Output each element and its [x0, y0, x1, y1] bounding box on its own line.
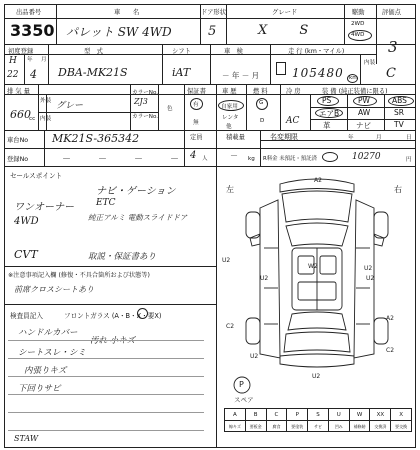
sales-point-4: 4WD	[14, 216, 39, 227]
notes-label: ※注意事項記入欄 (修復・不具合箇所および状態等)	[8, 272, 150, 279]
legend-code-x: X	[399, 412, 404, 418]
shift-sep	[210, 44, 211, 84]
sales-point-1: ナビ・ゲーション	[96, 186, 176, 197]
row2-bottom	[4, 84, 416, 85]
legend-code-b: B	[246, 409, 267, 420]
inspector-line-1: ハンドルカバー	[18, 328, 78, 338]
row3-bottom	[4, 130, 416, 131]
sales-point-5: 純正アルミ 電動スライドドア	[88, 213, 188, 222]
notes-text: 前席クロスシートあり	[14, 285, 94, 294]
lot-sep	[56, 4, 57, 44]
inspection-label: 車 検	[224, 48, 243, 55]
capacity-unit: 人	[202, 156, 208, 162]
fuel-g: G	[259, 100, 264, 106]
equip-aw: AW	[358, 108, 371, 117]
mileage-label: 走 行 (km・マイル)	[288, 48, 345, 55]
doors: 5	[208, 24, 217, 39]
car-name: パレット SW 4WD	[66, 25, 172, 39]
car-diagram	[220, 168, 414, 404]
mark-right-rear-a2: A2	[386, 315, 394, 322]
equip-sr: SR	[394, 108, 404, 117]
year: 22	[7, 70, 19, 80]
warranty-label: 保証書	[187, 88, 206, 95]
rule-2	[8, 358, 204, 359]
shift-value: iAT	[172, 66, 191, 79]
capacity-label: 定員	[190, 134, 203, 141]
sales-point-3: ETC	[96, 198, 116, 208]
mark-rear-u2: U2	[312, 373, 321, 380]
legend-name-s: サビ	[308, 421, 329, 432]
rule-3	[8, 376, 204, 377]
history-other: 他	[226, 124, 232, 130]
load-label: 積載量	[226, 134, 245, 141]
shift-label: シフト	[172, 48, 191, 55]
grade: X S	[258, 23, 323, 38]
warranty-no: 無	[193, 120, 199, 126]
color-no-label: カラーNo.	[132, 90, 159, 96]
sales-point-7: 取説・保証書あり	[88, 252, 157, 262]
legend-name-w: 補修跡	[350, 421, 371, 432]
spare-label: スペア	[234, 396, 254, 404]
ac-label: 冷 房	[286, 88, 301, 95]
chassis-label: 車台No	[7, 137, 29, 144]
fuel-sep	[246, 84, 247, 130]
notes-top	[4, 266, 216, 267]
history-label: 車 歴	[222, 88, 237, 95]
legend-name-p: 要塗装	[287, 421, 308, 432]
warranty-yes: 有	[193, 102, 199, 108]
warranty-sep	[184, 84, 185, 130]
recycle-amount: 10270	[352, 152, 381, 162]
model-value: DBA-MK21S	[58, 66, 128, 79]
legend-name-c: 腐食	[267, 421, 288, 432]
spare-mark: P	[239, 380, 244, 389]
equip-navi: ナビ	[356, 121, 371, 130]
exterior-color-no: ZJ3	[134, 97, 148, 106]
displacement-label: 排 気 量	[7, 88, 30, 95]
chassis-sep	[44, 130, 45, 166]
load: －	[230, 151, 238, 160]
era: H	[9, 56, 17, 66]
door-label: ドア形状	[201, 9, 226, 16]
drive-sep	[376, 4, 377, 64]
fuel-d: D	[260, 118, 265, 124]
damage-legend	[224, 408, 412, 432]
score-label: 評価点	[382, 9, 401, 16]
rule-4	[8, 394, 204, 395]
grade-label: グレード	[272, 9, 298, 16]
recycle-circle	[322, 152, 338, 162]
ac-sep	[280, 84, 281, 130]
mark-left-front-u2: U2	[222, 257, 231, 264]
capacity-sep	[184, 130, 185, 166]
mileage-unit: km	[349, 75, 358, 81]
notes-bottom	[4, 304, 216, 305]
color-col-sep	[158, 84, 159, 130]
interior-grade: C	[386, 66, 396, 81]
lot-no-label: 出品番号	[16, 9, 42, 16]
ac-value: AC	[286, 116, 300, 126]
displacement-unit: cc	[29, 116, 36, 122]
km-sep	[360, 54, 361, 84]
diagram-sep	[216, 166, 217, 448]
legend-name-u: 凹み	[329, 421, 350, 432]
legend-code-u: U	[329, 409, 350, 420]
history-private: 自家用	[221, 104, 238, 110]
mark-left-u2: U2	[260, 275, 269, 282]
drive-4wd: 4WD	[351, 32, 365, 38]
color-sep	[130, 84, 131, 130]
legend-name-a: 線キズ	[225, 421, 246, 432]
interior-label-r2: 内装	[364, 60, 376, 66]
diagram-left-label: 左	[226, 185, 234, 194]
mark-right-u2: U2	[366, 275, 375, 282]
inspector-label: 検査員記入	[10, 312, 43, 320]
exterior-label: 外装	[40, 98, 52, 104]
equip-col-sep2	[384, 94, 385, 130]
inspector-line-4: 下回りサビ	[18, 384, 61, 394]
equip-ps: PS	[322, 96, 332, 105]
mileage-value: 105480	[292, 66, 344, 80]
model-label: 型 式	[84, 48, 103, 55]
color-label: 色	[167, 106, 173, 112]
rule-6	[8, 430, 204, 431]
mileage-checkbox	[276, 62, 286, 75]
car-name-label: 車 名	[114, 9, 140, 16]
disp-sep	[38, 84, 39, 130]
title-change-label: 名変期限	[270, 133, 298, 141]
row4-divider	[4, 148, 416, 149]
row1-divider	[4, 18, 416, 19]
legend-name-xx: 交換済	[370, 421, 391, 432]
inspector-signature: STAW	[14, 434, 39, 443]
yen: 円	[406, 157, 412, 163]
load-sep	[216, 130, 217, 166]
displacement: 660	[10, 108, 31, 121]
mark-left-rear-c2: C2	[226, 323, 235, 330]
equip-abs: ABS	[392, 96, 407, 105]
recycle-label: R料金 未預託・預託済	[263, 156, 317, 162]
mark-left-rear-u2: U2	[250, 353, 259, 360]
door-sep	[226, 4, 227, 44]
legend-code-a: A	[225, 409, 246, 420]
drive-label: 駆動	[352, 9, 365, 16]
equip-tv: TV	[394, 120, 404, 129]
title-month: 月	[376, 135, 382, 141]
legend-code-s: S	[308, 409, 329, 420]
era-sep	[24, 54, 25, 84]
load-unit: kg	[248, 156, 255, 162]
title-sep	[260, 130, 261, 166]
equip-leather: 革	[323, 121, 331, 130]
sales-point-6: CVT	[14, 248, 38, 261]
capacity: 4	[190, 150, 197, 161]
score: 3	[388, 38, 398, 56]
diagram-right-label: 右	[394, 185, 402, 194]
inspection-value: － 年 － 月	[222, 71, 260, 80]
equipment-label: 装 備 (純正装備に限る)	[322, 88, 388, 95]
rule-5	[8, 412, 204, 413]
history-rental: レンタ	[222, 115, 239, 121]
month: 4	[30, 68, 37, 81]
sales-point-2: ワンオーナー	[14, 202, 74, 213]
row4-bottom	[4, 166, 416, 167]
sales-points-label: セールスポイント	[10, 172, 63, 180]
mark-right-front-u2: U2	[364, 265, 373, 272]
fuel-label: 燃 料	[253, 88, 268, 95]
glass-b-circle	[137, 308, 148, 319]
equip-col-sep1	[347, 94, 348, 130]
drive-2wd: 2WD	[351, 21, 365, 27]
exterior-color: グレー	[56, 101, 84, 111]
equip-airbag: エアB	[319, 109, 340, 118]
auction-sheet: 出品番号 3350 車 名 パレット SW 4WD ドア形状 5 グレード X S 駆動 2WD 4WD 評価点 3 初度登録 型 式 シフト 車 検 走 行 (km・マイル) H 22 4 年 月 DBA-MK21S iAT － 年 － 月 105480 km 内装 C 排 気 量 外装 内装 カラーNo. カラーNo. 色 保証書 車 歴 燃 料 冷 房 装 備 (純正装備に限る) 660 cc グレー ZJ3 有 無 自家用 レンタ 他 G D AC PS PW ABS エアB AW SR 革 ナビ TV 車台No MK21S-365342 登録No － － － － 定員 4 人 積載量 － kg 名変期限 年 月 日 R料金 未預託・預託済 10270 円 セールスポイント ナビ・ゲーション ワンオーナー ETC 4WD 純正アルミ 電動スライドドア CVT 取説・保証書あり ※注意事項記入欄 (修復・不具合箇所および状態等) 前席クロスシートあり 検査員記入 フロントガラス (A・B・X・要X) ハンドルカバー シートスレ・シミ 内張りキズ 下回りサビ 汚れ 小キズ STAW 左 右 A2 U2 U2 U2 U2 W2 C2 U2 U2 A2 C2 P スペア A B C P S U W XX X 線キズ 要板金 腐食 要塗装 サビ 凹み 補修跡 交換済 要交換	[4, 4, 416, 448]
reg-sep	[48, 44, 49, 84]
legend-code-w: W	[350, 409, 371, 420]
mark-front-a2: A2	[314, 177, 322, 184]
grade-sep	[344, 4, 345, 44]
title-day: 日	[406, 135, 412, 141]
rule-1	[8, 340, 204, 341]
legend-name-b: 要板金	[246, 421, 267, 432]
insp-sep	[270, 44, 271, 84]
chassis-no: MK21S-365342	[52, 132, 140, 145]
interior-label: 内装	[40, 116, 52, 122]
legend-code-c: C	[267, 409, 288, 420]
first-reg-label: 初度登録	[8, 48, 34, 55]
mark-roof-w2: W2	[308, 263, 318, 270]
legend-name-x: 要交換	[395, 424, 408, 429]
inspector-line-2: シートスレ・シミ	[18, 348, 86, 358]
reg-no-label: 登録No	[7, 156, 29, 163]
mark-right-rear-c2: C2	[386, 347, 395, 354]
equip-pw: PW	[358, 96, 370, 105]
equip-col-sep0	[310, 94, 311, 130]
legend-code-p: P	[287, 409, 308, 420]
history-sep	[216, 84, 217, 130]
legend-code-xx: XX	[370, 409, 391, 420]
inspector-line-5: 汚れ 小キズ	[90, 336, 136, 346]
lot-no: 3350	[10, 21, 55, 40]
glass-label: フロントガラス (A・B・X・要X)	[64, 312, 162, 320]
title-year: 年	[348, 135, 354, 141]
model-sep	[162, 44, 163, 84]
inspector-line-3: 内張りキズ	[24, 366, 67, 376]
